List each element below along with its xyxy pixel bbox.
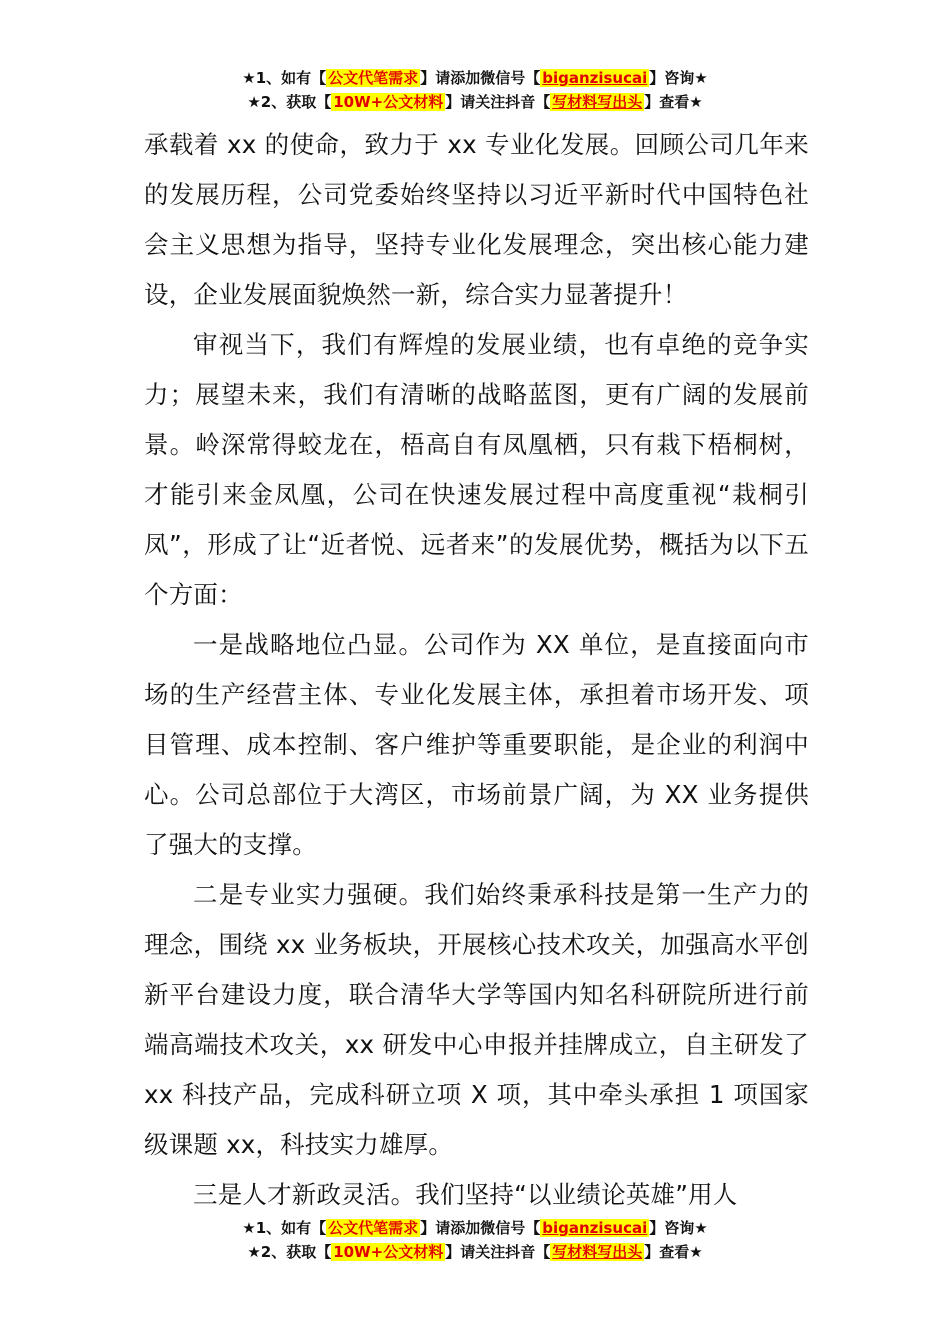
banner-line-2 <box>0 1240 950 1264</box>
douyin-account-link[interactable]: 写材料写出头 <box>552 1243 643 1261</box>
banner-line-1 <box>0 1216 950 1240</box>
banner-highlight: 公文代笔需求 <box>328 69 419 87</box>
paragraph-5: 三是人才新政灵活。我们坚持“以业绩论英雄”用人 <box>193 1180 738 1209</box>
banner-highlight: 10W+公文材料 <box>333 1243 444 1261</box>
banner-text: ★1、如有【 <box>242 1219 327 1237</box>
banner-text: 】查看★ <box>644 1243 703 1261</box>
header-banner <box>0 66 950 114</box>
banner-highlight: 公文代笔需求 <box>328 1219 419 1237</box>
banner-text: 】请关注抖音【 <box>445 1243 551 1261</box>
banner-text: 】请添加微信号【 <box>420 69 541 87</box>
banner-text: ★1、如有【 <box>242 69 327 87</box>
banner-highlight: 10W+公文材料 <box>333 93 444 111</box>
banner-text: 】咨询★ <box>649 1219 708 1237</box>
document-body <box>144 120 809 1220</box>
paragraph-1: 承载着 xx 的使命，致力于 xx 专业化发展。回顾公司几年来的发展历程，公司党委始终坚持以习近平新时代中国特色社会主义思想为指导，坚持专业化发展理念，突出核心能力建设，企业发展面貌焕然一新，综合实力显著提升！ <box>144 130 809 309</box>
banner-text: 】请添加微信号【 <box>420 1219 541 1237</box>
banner-line-1 <box>0 66 950 90</box>
banner-text: 】咨询★ <box>649 69 708 87</box>
paragraph-4: 二是专业实力强硬。我们始终秉承科技是第一生产力的理念，围绕 xx 业务板块，开展核心技术攻关，加强高水平创新平台建设力度，联合清华大学等国内知名科研院所进行前端高端技术攻关，xx 研发中心申报并挂牌成立，自主研发了 xx 科技产品，完成科研立项 X 项，其中牵头承担 1 项国家级课题 xx，科技实力雄厚。 <box>144 880 809 1159</box>
banner-text: 】请关注抖音【 <box>445 93 551 111</box>
banner-text: ★2、获取【 <box>247 93 332 111</box>
paragraph-3: 一是战略地位凸显。公司作为 XX 单位，是直接面向市场的生产经营主体、专业化发展主体，承担着市场开发、项目管理、成本控制、客户维护等重要职能，是企业的利润中心。公司总部位于大湾区，市场前景广阔，为 XX 业务提供了强大的支撑。 <box>144 630 809 859</box>
wechat-id-link[interactable]: biganzisucai <box>542 69 648 87</box>
banner-text: ★2、获取【 <box>247 1243 332 1261</box>
wechat-id-link[interactable]: biganzisucai <box>542 1219 648 1237</box>
footer-banner <box>0 1216 950 1264</box>
banner-line-2 <box>0 90 950 114</box>
douyin-account-link[interactable]: 写材料写出头 <box>552 93 643 111</box>
paragraph-2: 审视当下，我们有辉煌的发展业绩，也有卓绝的竞争实力；展望未来，我们有清晰的战略蓝图，更有广阔的发展前景。岭深常得蛟龙在，梧高自有凤凰栖，只有栽下梧桐树，才能引来金凤凰，公司在快速发展过程中高度重视“栽桐引凤”，形成了让“近者悦、远者来”的发展优势，概括为以下五个方面： <box>144 330 809 609</box>
banner-text: 】查看★ <box>644 93 703 111</box>
